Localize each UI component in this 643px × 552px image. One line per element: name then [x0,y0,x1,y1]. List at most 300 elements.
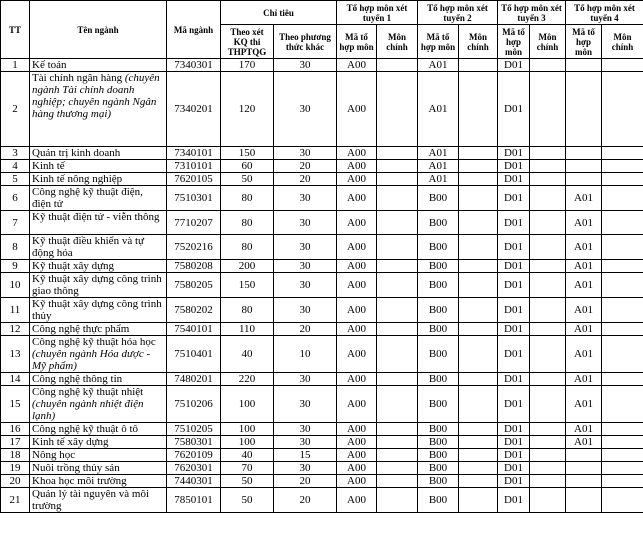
major-name-cell [30,336,167,373]
combo-3-main [530,475,566,488]
combo-3-code: D01 [498,147,530,160]
table-row [1,462,643,475]
major-name-cell [30,173,167,186]
combo-2-code: B00 [418,273,459,298]
row-number: 8 [1,235,30,260]
combo-4-code [566,488,602,513]
major-name: Nông học [32,449,76,461]
header-ma-to-hop-2: Mã tổ hợp môn [418,25,459,59]
major-name-cell [30,323,167,336]
combo-1-code: A00 [337,186,377,211]
combo-1-code: A00 [337,386,377,423]
quota-other: 30 [274,59,337,72]
major-code: 7620109 [167,449,221,462]
combo-2-main [459,173,498,186]
quota-other: 30 [274,235,337,260]
quota-thptqg: 110 [221,323,274,336]
row-number: 1 [1,59,30,72]
combo-4-main [602,72,643,147]
quota-other: 30 [274,72,337,147]
table-body [1,59,643,513]
major-name-cell [30,235,167,260]
table-row [1,323,643,336]
combo-4-code: A01 [566,235,602,260]
combo-2-code: B00 [418,386,459,423]
table-row [1,211,643,235]
major-name: Kế toán [32,59,67,71]
major-name-cell [30,186,167,211]
combo-3-code: D01 [498,462,530,475]
combo-2-main [459,475,498,488]
major-name-cell [30,211,167,235]
combo-4-code [566,173,602,186]
combo-1-main [377,260,418,273]
combo-4-main [602,475,643,488]
combo-4-code [566,72,602,147]
major-name: Kinh tế [32,160,65,172]
row-number: 9 [1,260,30,273]
major-code: 7340101 [167,147,221,160]
quota-thptqg: 150 [221,273,274,298]
combo-3-main [530,235,566,260]
combo-1-code: A00 [337,436,377,449]
major-code: 7510301 [167,186,221,211]
quota-other: 20 [274,488,337,513]
table-row [1,173,643,186]
quota-thptqg: 100 [221,386,274,423]
table-row [1,160,643,173]
table-row [1,147,643,160]
combo-2-main [459,488,498,513]
combo-3-main [530,186,566,211]
major-name-cell [30,462,167,475]
quota-other: 30 [274,462,337,475]
combo-4-code [566,462,602,475]
combo-1-main [377,386,418,423]
major-specialization: (chuyên ngành Hóa dược - Mỹ phẩm) [32,348,151,372]
major-code: 7510205 [167,423,221,436]
combo-1-main [377,298,418,323]
combo-4-main [602,235,643,260]
major-name: Quản lý tài nguyên và môi trường [32,488,150,512]
row-number: 2 [1,72,30,147]
quota-other: 30 [274,186,337,211]
table-row [1,423,643,436]
combo-1-code: A00 [337,211,377,235]
row-number: 20 [1,475,30,488]
table-row [1,386,643,423]
combo-1-main [377,323,418,336]
table-row [1,488,643,513]
combo-1-code: A00 [337,373,377,386]
combo-3-main [530,386,566,423]
combo-3-code: D01 [498,260,530,273]
major-name-cell [30,423,167,436]
combo-4-code [566,449,602,462]
quota-thptqg: 120 [221,72,274,147]
combo-4-code: A01 [566,436,602,449]
major-code: 7620105 [167,173,221,186]
combo-3-code: D01 [498,173,530,186]
quota-thptqg: 80 [221,211,274,235]
major-name-cell [30,298,167,323]
combo-1-main [377,373,418,386]
combo-3-code: D01 [498,211,530,235]
combo-2-code: B00 [418,436,459,449]
quota-other: 20 [274,475,337,488]
quota-thptqg: 80 [221,298,274,323]
table-row [1,72,643,147]
combo-1-code: A00 [337,462,377,475]
combo-1-main [377,449,418,462]
header-tohop-3: Tổ hợp môn xét tuyển 3 [498,1,566,25]
row-number: 18 [1,449,30,462]
combo-3-main [530,336,566,373]
combo-1-code: A00 [337,449,377,462]
major-code: 7710207 [167,211,221,235]
major-code: 7850101 [167,488,221,513]
quota-other: 30 [274,147,337,160]
quota-thptqg: 80 [221,235,274,260]
quota-thptqg: 70 [221,462,274,475]
combo-1-main [377,72,418,147]
row-number: 4 [1,160,30,173]
combo-4-code: A01 [566,273,602,298]
combo-4-main [602,449,643,462]
major-name-cell [30,72,167,147]
combo-4-main [602,323,643,336]
row-number: 12 [1,323,30,336]
combo-4-code [566,160,602,173]
combo-2-main [459,273,498,298]
table-row [1,475,643,488]
combo-1-code: A00 [337,147,377,160]
combo-2-main [459,323,498,336]
major-code: 7540101 [167,323,221,336]
major-name: Kỹ thuật điều khiển và tự động hóa [32,235,144,259]
quota-other: 30 [274,386,337,423]
combo-4-main [602,386,643,423]
row-number: 14 [1,373,30,386]
major-code: 7510206 [167,386,221,423]
combo-3-code: D01 [498,336,530,373]
combo-4-main [602,160,643,173]
combo-2-code: B00 [418,336,459,373]
table-row [1,449,643,462]
combo-4-code [566,147,602,160]
combo-3-code: D01 [498,449,530,462]
quota-other: 30 [274,373,337,386]
quota-thptqg: 170 [221,59,274,72]
header-chi-tieu: Chỉ tiêu [221,1,337,25]
combo-4-main [602,436,643,449]
combo-1-main [377,462,418,475]
combo-1-code: A00 [337,235,377,260]
combo-2-code: B00 [418,186,459,211]
combo-1-main [377,147,418,160]
major-name-cell [30,147,167,160]
quota-thptqg: 80 [221,186,274,211]
header-tohop-4: Tổ hợp môn xét tuyển 4 [566,1,643,25]
combo-2-main [459,235,498,260]
major-name: Công nghệ thông tin [32,373,123,385]
combo-1-main [377,488,418,513]
combo-3-main [530,436,566,449]
major-name-cell [30,373,167,386]
major-name: Công nghệ kỹ thuật ô tô [32,423,139,435]
combo-1-code: A00 [337,173,377,186]
combo-3-code: D01 [498,436,530,449]
combo-3-code: D01 [498,386,530,423]
combo-2-code: A01 [418,160,459,173]
combo-4-main [602,423,643,436]
major-code: 7520216 [167,235,221,260]
combo-2-main [459,336,498,373]
combo-1-main [377,173,418,186]
combo-3-code: D01 [498,160,530,173]
combo-2-main [459,160,498,173]
header-ma-nganh: Mã ngành [167,1,221,59]
table-row [1,373,643,386]
major-name: Kinh tế xây dựng [32,436,109,448]
combo-2-main [459,260,498,273]
combo-3-code: D01 [498,323,530,336]
major-specialization: (chuyên ngành Tài chính doanh nghiệp; chuyên ngành Ngân hàng thương mại) [32,72,160,120]
header-tt: TT [1,1,30,59]
quota-thptqg: 100 [221,423,274,436]
row-number: 13 [1,336,30,373]
quota-other: 30 [274,423,337,436]
combo-3-code: D01 [498,488,530,513]
combo-3-code: D01 [498,72,530,147]
row-number: 15 [1,386,30,423]
quota-other: 20 [274,173,337,186]
combo-1-main [377,211,418,235]
table-row [1,273,643,298]
quota-thptqg: 200 [221,260,274,273]
combo-3-code: D01 [498,235,530,260]
major-code: 7620301 [167,462,221,475]
combo-4-code [566,475,602,488]
combo-3-code: D01 [498,186,530,211]
table-row [1,260,643,273]
major-name: Công nghệ thực phẩm [32,323,130,335]
combo-1-main [377,186,418,211]
combo-4-main [602,298,643,323]
combo-2-code: B00 [418,449,459,462]
combo-1-main [377,336,418,373]
quota-thptqg: 40 [221,336,274,373]
combo-2-main [459,386,498,423]
header-ma-to-hop-4: Mã tổ hợp môn [566,25,602,59]
major-code: 7510401 [167,336,221,373]
combo-3-code: D01 [498,475,530,488]
combo-2-main [459,147,498,160]
combo-4-main [602,147,643,160]
combo-3-main [530,260,566,273]
combo-1-code: A00 [337,475,377,488]
row-number: 16 [1,423,30,436]
major-code: 7310101 [167,160,221,173]
combo-2-main [459,462,498,475]
quota-other: 30 [274,298,337,323]
combo-1-code: A00 [337,323,377,336]
combo-4-main [602,273,643,298]
major-code: 7580205 [167,273,221,298]
combo-4-code: A01 [566,423,602,436]
header-theo-pt: Theo phương thức khác [274,25,337,59]
combo-1-main [377,423,418,436]
combo-3-main [530,323,566,336]
combo-3-main [530,59,566,72]
major-name: Kỹ thuật điện tử - viễn thông [32,211,160,223]
combo-1-code: A00 [337,72,377,147]
quota-thptqg: 150 [221,147,274,160]
header-ma-to-hop-1: Mã tổ hợp môn [337,25,377,59]
header-mon-chinh-3: Môn chính [530,25,566,59]
major-code: 7340201 [167,72,221,147]
major-name: Tài chính ngân hàng [32,72,123,84]
combo-4-main [602,211,643,235]
combo-1-code: A00 [337,298,377,323]
combo-4-main [602,488,643,513]
major-name: Công nghệ kỹ thuật hóa học [32,336,156,348]
combo-3-code: D01 [498,423,530,436]
table-row [1,298,643,323]
major-name-cell [30,273,167,298]
combo-1-code: A00 [337,488,377,513]
major-name: Nuôi trồng thủy sản [32,462,120,474]
combo-3-code: D01 [498,273,530,298]
combo-3-code: D01 [498,373,530,386]
quota-thptqg: 60 [221,160,274,173]
combo-3-main [530,462,566,475]
row-number: 7 [1,211,30,235]
quota-thptqg: 50 [221,475,274,488]
major-code: 7440301 [167,475,221,488]
header-ten-nganh: Tên ngành [30,1,167,59]
combo-4-main [602,336,643,373]
quota-thptqg: 50 [221,173,274,186]
combo-3-main [530,423,566,436]
major-name-cell [30,488,167,513]
combo-4-code: A01 [566,323,602,336]
table-row [1,186,643,211]
major-name: Công nghệ kỹ thuật nhiệt [32,386,144,398]
major-code: 7580208 [167,260,221,273]
quota-other: 10 [274,336,337,373]
combo-2-main [459,186,498,211]
combo-4-main [602,59,643,72]
quota-thptqg: 50 [221,488,274,513]
major-name-cell [30,475,167,488]
table-row [1,235,643,260]
combo-2-main [459,423,498,436]
row-number: 11 [1,298,30,323]
combo-2-code: A01 [418,173,459,186]
header-theo-kq: Theo xét KQ thi THPTQG [221,25,274,59]
combo-4-main [602,373,643,386]
combo-1-main [377,475,418,488]
combo-2-code: B00 [418,298,459,323]
row-number: 17 [1,436,30,449]
quota-other: 30 [274,273,337,298]
header-ma-to-hop-3: Mã tổ hợp môn [498,25,530,59]
combo-2-code: B00 [418,373,459,386]
row-number: 21 [1,488,30,513]
combo-1-main [377,273,418,298]
major-name: Kỹ thuật xây dựng công trình giao thông [32,273,162,297]
combo-1-code: A00 [337,260,377,273]
combo-3-main [530,160,566,173]
major-name-cell [30,449,167,462]
table-row [1,336,643,373]
major-name: Khoa học môi trường [32,475,127,487]
combo-2-code: B00 [418,260,459,273]
major-code: 7580301 [167,436,221,449]
row-number: 6 [1,186,30,211]
combo-1-main [377,436,418,449]
quota-thptqg: 40 [221,449,274,462]
combo-4-code: A01 [566,373,602,386]
major-name: Kinh tế nông nghiệp [32,173,123,185]
table-row [1,436,643,449]
header-tohop-1: Tổ hợp môn xét tuyển 1 [337,1,418,25]
header-mon-chinh-2: Môn chính [459,25,498,59]
combo-3-main [530,173,566,186]
major-name-cell [30,436,167,449]
quota-other: 30 [274,260,337,273]
combo-2-main [459,72,498,147]
combo-3-main [530,211,566,235]
table-row [1,59,643,72]
major-name: Kỹ thuật xây dựng [32,260,115,272]
row-number: 3 [1,147,30,160]
combo-3-main [530,488,566,513]
combo-1-code: A00 [337,59,377,72]
combo-2-main [459,211,498,235]
combo-2-main [459,436,498,449]
quota-thptqg: 220 [221,373,274,386]
row-number: 5 [1,173,30,186]
header-tohop-2: Tổ hợp môn xét tuyển 2 [418,1,498,25]
major-name: Kỹ thuật xây dựng công trình thủy [32,298,162,322]
combo-2-code: B00 [418,423,459,436]
major-code: 7480201 [167,373,221,386]
quota-thptqg: 100 [221,436,274,449]
combo-2-code: B00 [418,323,459,336]
combo-4-code: A01 [566,336,602,373]
combo-1-main [377,235,418,260]
combo-4-code: A01 [566,186,602,211]
combo-3-code: D01 [498,59,530,72]
combo-4-code: A01 [566,260,602,273]
combo-3-main [530,273,566,298]
combo-3-code: D01 [498,298,530,323]
header-mon-chinh-1: Môn chính [377,25,418,59]
major-name: Quản trị kinh doanh [32,147,121,159]
combo-2-code: A01 [418,147,459,160]
combo-1-code: A00 [337,160,377,173]
combo-2-main [459,373,498,386]
row-number: 19 [1,462,30,475]
combo-2-code: B00 [418,462,459,475]
combo-1-code: A00 [337,336,377,373]
combo-2-code: A01 [418,72,459,147]
quota-other: 20 [274,160,337,173]
combo-1-main [377,59,418,72]
combo-2-main [459,449,498,462]
